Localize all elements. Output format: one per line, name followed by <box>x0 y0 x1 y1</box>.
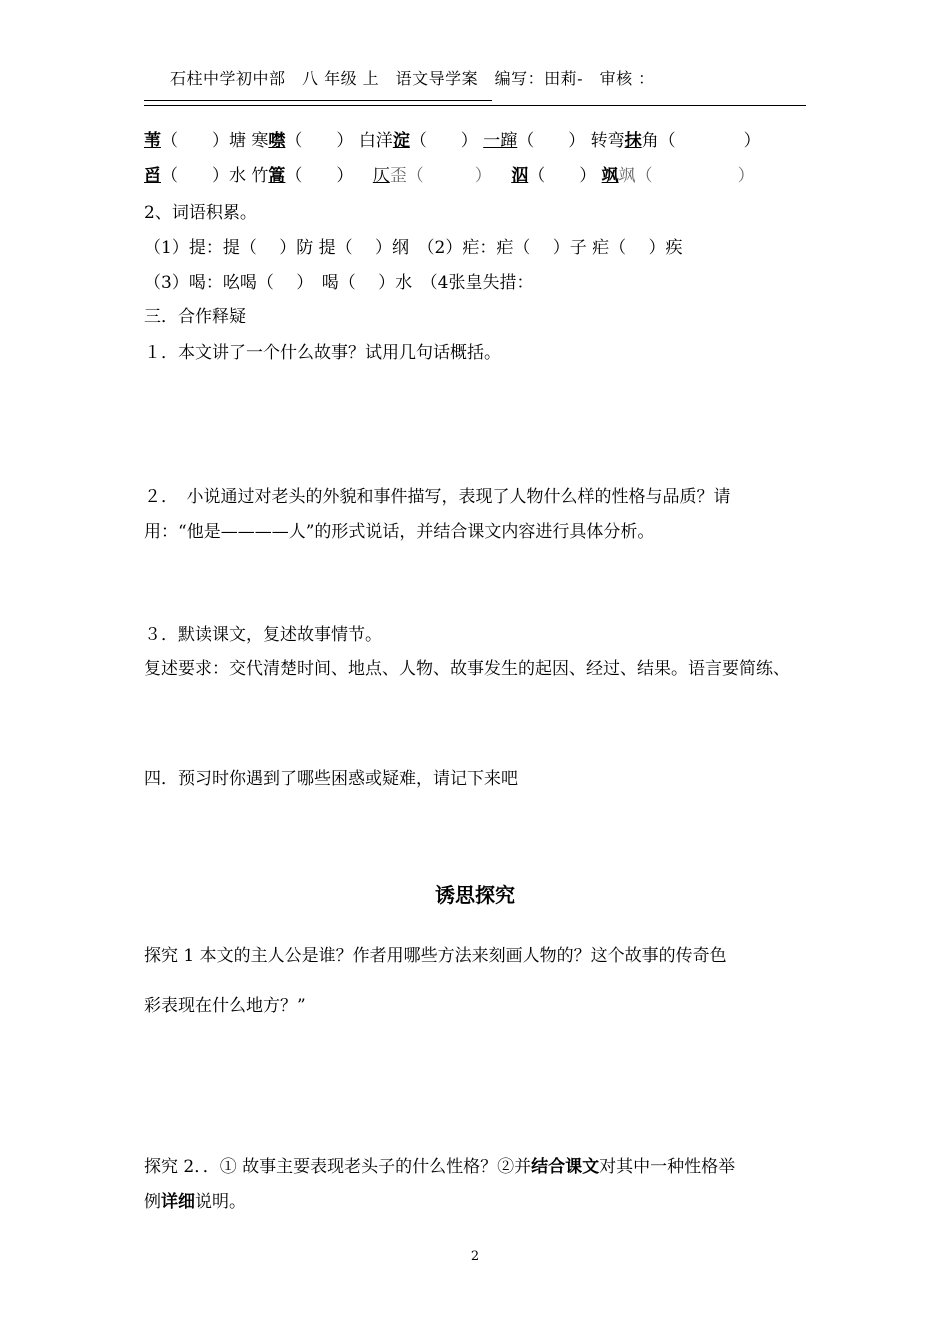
explore-2-text: 探究 2．．① 故事主要表现老头子的什么性格？②并 <box>144 1157 532 1177</box>
pinyin-word-char: 淀 <box>392 131 410 151</box>
pinyin-word-rest: 歪（ ） <box>389 166 492 186</box>
explore-2-line-2 <box>144 1187 246 1212</box>
header-rule-long <box>144 105 806 106</box>
question-1: １．本文讲了一个什么故事？试用几句话概括。 <box>144 343 501 363</box>
section-3-heading: 三．合作释疑 <box>144 307 246 327</box>
explore-1-line-1: 探究 1 本文的主人公是谁？作者用哪些方法来刻画人物的？这个故事的传奇色 <box>144 946 727 966</box>
question-3: ３．默读课文，复述故事情节。 <box>144 625 382 645</box>
vocab-line-1: （1）提：提（ ）防 提（ ）纲 （2）疟：疟（ ）子 疟（ ）疾 <box>144 238 683 258</box>
pinyin-word-rest: （ ）塘 <box>161 131 246 151</box>
explore-title: 诱思探究 <box>435 883 515 907</box>
explore-2-bold: 结合课文 <box>531 1157 600 1177</box>
pinyin-word-char: 仄 <box>372 166 390 186</box>
page-number: 2 <box>470 1249 480 1264</box>
pinyin-word-char: 飒 <box>601 166 619 186</box>
pinyin-word-char: 泅 <box>511 166 529 186</box>
explore-2-line-1 <box>144 1152 735 1177</box>
header-rule-short <box>144 100 492 101</box>
pinyin-word-pre: 竹 <box>251 166 269 186</box>
pinyin-word-rest: 角（ ） <box>641 131 761 151</box>
pinyin-word-char: 噤 <box>268 131 286 151</box>
pinyin-word-rest: （ ） <box>517 131 586 151</box>
pinyin-word-char: 苇 <box>144 131 161 151</box>
explore-2-text: 对其中一种性格举 <box>599 1157 736 1177</box>
question-2-line-1: ２． 小说通过对老头的外貌和事件描写，表现了人物什么样的性格与品质？请 <box>144 487 731 507</box>
explore-1-line-2: 彩表现在什么地方？” <box>144 996 306 1016</box>
explore-2-text: 例 <box>144 1192 161 1212</box>
pinyin-word-rest: （ ） <box>528 166 597 186</box>
pinyin-word-pre: 转弯 <box>590 131 625 151</box>
pinyin-word-pre: 白洋 <box>358 131 393 151</box>
pinyin-word-char: 舀 <box>144 166 161 186</box>
pinyin-word-pre: 寒 <box>251 131 269 151</box>
question-2-line-2: 用：“他是————人”的形式说话，并结合课文内容进行具体分析。 <box>144 522 655 542</box>
pinyin-word-rest: （ ） <box>409 131 478 151</box>
pinyin-word-rest: （ ） <box>285 166 354 186</box>
explore-2-text: 说明。 <box>195 1192 246 1212</box>
pinyin-word-rest: （ ）水 <box>161 166 246 186</box>
pinyin-word-char: 篙 <box>268 166 286 186</box>
pinyin-word-rest: 飒（ ） <box>618 166 755 186</box>
section-4-heading: 四．预习时你遇到了哪些困惑或疑难，请记下来吧 <box>144 769 518 789</box>
vocab-line-2: （3）喝：吆喝（ ） 喝（ ）水 （4张皇失措： <box>144 273 534 293</box>
vocab-heading: 2、词语积累。 <box>144 203 257 223</box>
header-text: 石柱中学初中部 八 年级 上 语文导学案 编写：田莉- 审核 ： <box>170 69 655 88</box>
pinyin-row-2 <box>144 161 755 186</box>
question-3-requirement: 复述要求：交代清楚时间、地点、人物、故事发生的起因、经过、结果。语言要简练、 <box>144 659 790 679</box>
explore-2-bold: 详细 <box>161 1192 195 1212</box>
pinyin-word-char: 抹 <box>624 131 642 151</box>
pinyin-word-rest: （ ） <box>285 131 354 151</box>
pinyin-word-char: 一蹿 <box>483 131 518 151</box>
pinyin-row-1 <box>144 126 761 151</box>
